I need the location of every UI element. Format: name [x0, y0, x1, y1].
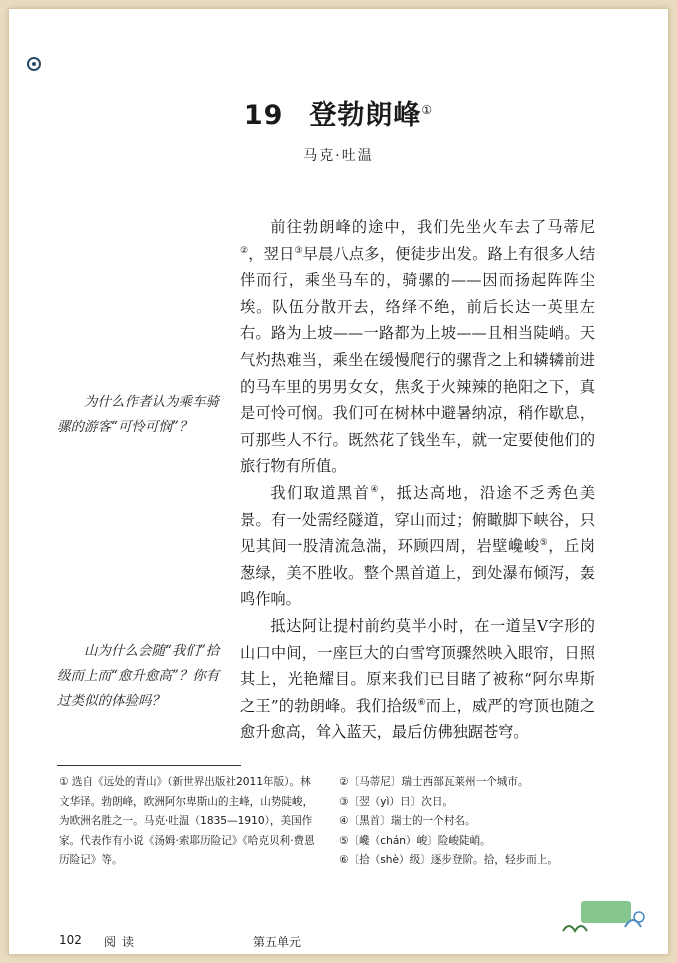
lesson-title: [9, 93, 668, 132]
body-text-run: ，丘岗葱绿，美不胜收。整个黑首道上，到处瀑布倾泻，轰鸣作响。: [240, 537, 596, 609]
footnote-item: ① 选自《远处的青山》（新世界出版社2011年版）。林文华译。勃朗峰，欧洲阿尔卑斯山的主峰，山势陡峻，为欧洲名胜之一。马克·吐温（1835—1910），美国作家。代表作有小说《汤姆·索耶历险记》《哈克贝利·费恩历险记》等。: [59, 776, 315, 867]
footnote-divider: [57, 765, 241, 766]
body-text-run: 前往勃朗峰的途中，我们先坐火车去了马蒂尼: [270, 218, 595, 236]
footnote-mark: ②: [240, 245, 249, 256]
body-text-run: 我们取道黑首: [270, 483, 371, 502]
footnote-item: ③〔翌（yì）日〕次日。: [339, 795, 454, 808]
textbook-page: [9, 9, 668, 954]
footnote-mark: ③: [294, 245, 303, 256]
side-note-2: [57, 639, 232, 714]
lesson-number: 19: [243, 100, 284, 131]
body-paragraph: [240, 480, 595, 613]
watermark-logo: [559, 897, 649, 937]
main-text: [240, 214, 595, 746]
footnote-item: ④〔黑首〕瑞士的一个村名。: [339, 815, 476, 828]
circle-bullet-icon: [27, 57, 41, 71]
footnote-item: ②〔马蒂尼〕瑞士西部瓦莱州一个城市。: [339, 776, 529, 788]
body-paragraph: [240, 214, 595, 480]
body-text-run: 而上，威严的穹顶也随之愈升愈高，耸入蓝天，最后仿佛独踞苍穹。: [240, 696, 595, 742]
footnote-mark: ⑥: [417, 697, 426, 708]
side-note-text: 山为什么会随“我们”拾级而上而“愈升愈高”？你有过类似的体验吗？: [57, 643, 220, 709]
footnote-item: ⑥〔拾（shè）级〕逐步登阶。拾，轻步而上。: [339, 854, 558, 867]
body-text-run: ，翌日: [248, 244, 295, 263]
footnotes-right: [339, 773, 639, 871]
footnote-mark: ⑤: [539, 538, 549, 549]
unit-label: 第五单元: [253, 935, 302, 949]
footnotes-left: [59, 773, 319, 871]
body-text-run: 抵达阿让提村前约莫半小时，在一道呈V字形的山口中间，一座巨大的白雪穹顶骤然映入眼帘，日照其上，光艳耀目。原来我们已目睹了被称“阿尔卑斯之王”的勃朗峰。我们拾级: [240, 616, 595, 715]
title-footnote-mark: ①: [421, 103, 434, 117]
body-paragraph: [240, 613, 595, 746]
lesson-title-text: 登勃朗峰: [309, 100, 422, 131]
side-note-text: 为什么作者认为乘车骑骡的游客“可怜可悯”？: [57, 394, 219, 435]
page-number: 102: [59, 933, 82, 947]
section-label: 阅读: [104, 935, 141, 949]
footnote-mark: ④: [370, 484, 380, 495]
body-text-run: 早晨八点多，便徒步出发。路上有很多人结伴而行，乘坐马车的，骑骡的——因而扬起阵阵尘埃。队伍分散开去，络绎不绝，前后长达一英里左右。路为上坡——一路都为上坡——且相当陡峭。天气灼热难当，乘坐在缓慢爬行的骡背之上和辚辚前进的马车里的男男女女，焦炙于火辣辣的艳阳之下，真是可怜可悯。我们可在树林中避暑纳凉，稍作歇息，可那些人不行。既然花了钱坐车，就一定要使他们的旅行物有所值。: [240, 244, 596, 476]
side-note-1: [57, 390, 232, 440]
body-text-run: ，抵达高地，沿途不乏秀色美景。有一处需经隧道，穿山而过；俯瞰脚下峡谷，只见其间一股清流急湍，环顾四周，岩壁巉峻: [240, 483, 596, 556]
author-name: 马克·吐温: [303, 148, 374, 164]
footnote-item: ⑤〔巉（chán）峻〕险峻陡峭。: [339, 834, 491, 847]
